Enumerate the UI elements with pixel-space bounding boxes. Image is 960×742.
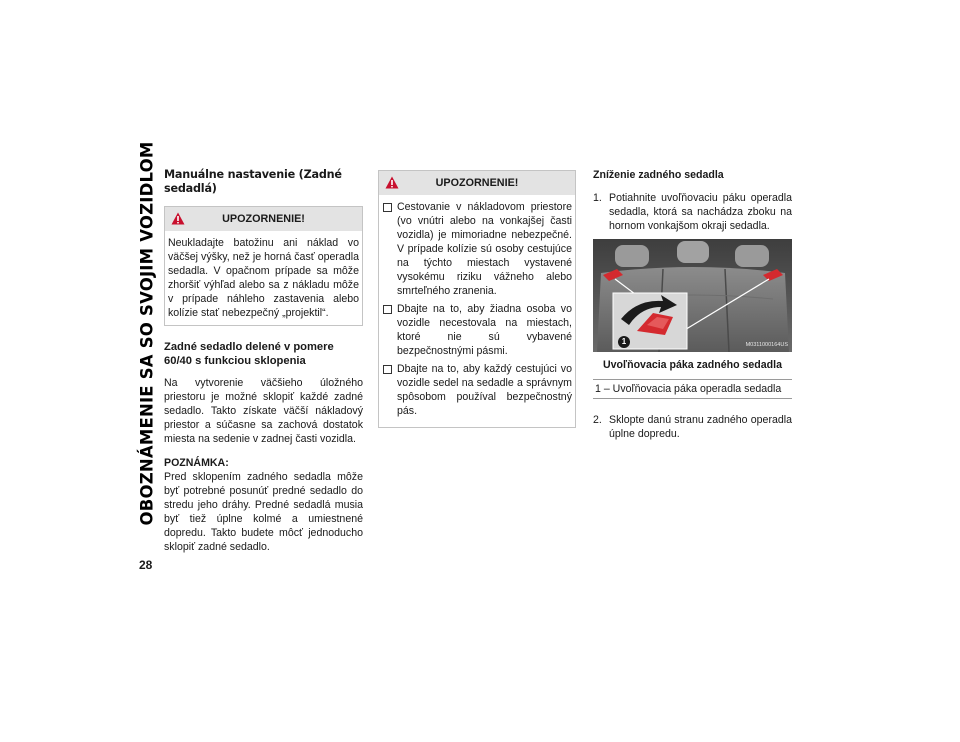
side-chapter-title: OBOZNÁMENIE SA SO SVOJIM VOZIDLOM (137, 141, 157, 525)
bullet-square-icon (383, 365, 392, 374)
figure-legend: 1 – Uvoľňovacia páka operadla sedadla (593, 379, 792, 399)
step-item (593, 191, 792, 233)
step-item (593, 413, 792, 441)
warning-icon (385, 176, 399, 189)
warning-bullet (382, 302, 572, 358)
figure-marker: 1 (621, 337, 627, 346)
warning-header (379, 171, 575, 195)
bullet-text: Dbajte na to, aby každý cestujúci vo vozidle sedel na sedadle a správnym spôsobom používal bezpečnostný pás. (397, 363, 572, 417)
bullet-square-icon (383, 203, 392, 212)
body-paragraph: Na vytvorenie väčšieho úložného priestoru je možné sklopiť každé zadné sedadlo. Takto získate väčší nákladový priestor a súčasne sa zachová dostatok miesta na sedenie v zadnej časti vozidla. (164, 377, 363, 445)
subheading: Zadné sedadlo delené v pomere 60/40 s funkciou sklopenia (164, 341, 334, 367)
step-text: Sklopte danú stranu zadného operadla úplne dopredu. (609, 414, 792, 440)
note-text: Pred sklopením zadného sedadla môže byť potrebné posunúť predné sedadlo do stredu jeho dráhy. Predné sedadlá musia byť tiež úplne kolmé a umiestnené dopredu. Takto budete môcť jednoducho sklopiť zadné sedadlo. (164, 471, 363, 553)
warning-box (378, 170, 576, 428)
warning-header (165, 207, 362, 231)
step-number: 2. (593, 414, 602, 426)
column-middle (378, 170, 576, 428)
warning-body (165, 231, 362, 325)
warning-title: UPOZORNENIE! (222, 213, 305, 225)
seat-release-figure (593, 239, 792, 352)
bullet-text: Cestovanie v nákladovom priestore (vo vnútri alebo na vonkajšej časti vozidla) je mimoriadne nebezpečné. V prípade kolízie sú osoby cestujúce na týchto miestach vystavené vysokému riziku vážneho alebo smrteľného zranenia. (397, 201, 572, 297)
step-number: 1. (593, 192, 602, 204)
bullet-text: Dbajte na to, aby žiadna osoba vo vozidle necestovala na miestach, ktoré nie sú vybavené bezpečnostnými pásmi. (397, 303, 572, 357)
warning-box (164, 206, 363, 326)
column-right (593, 168, 792, 447)
figure-code: M0311000164US (745, 342, 788, 348)
warning-text: Neukladajte batožinu ani náklad vo väčšej výšky, než je horná časť operadla sedadla. V opačnom prípade sa môže zhoršiť výhľad alebo sa z nákladu môže v prípade náhleho zastavenia alebo kolízie stať nebezpečný „projektil“. (168, 237, 359, 319)
warning-bullet (382, 200, 572, 298)
column-left (164, 168, 363, 564)
warning-body (379, 195, 575, 427)
page-number: 28 (139, 558, 153, 572)
procedure-heading: Zníženie zadného sedadla (593, 169, 724, 181)
warning-bullet (382, 362, 572, 418)
warning-title: UPOZORNENIE! (435, 177, 519, 189)
bullet-square-icon (383, 305, 392, 314)
note-label: POZNÁMKA: (164, 457, 229, 469)
figure-caption: Uvoľňovacia páka zadného sedadla (603, 359, 782, 371)
section-title: Manuálne nastavenie (Zadné sedadlá) (164, 168, 342, 195)
step-text: Potiahnite uvoľňovaciu páku operadla sedadla, ktorá sa nachádza zboku na hornom vonkajšom okraji sedadla. (609, 192, 792, 232)
warning-icon (171, 212, 185, 225)
